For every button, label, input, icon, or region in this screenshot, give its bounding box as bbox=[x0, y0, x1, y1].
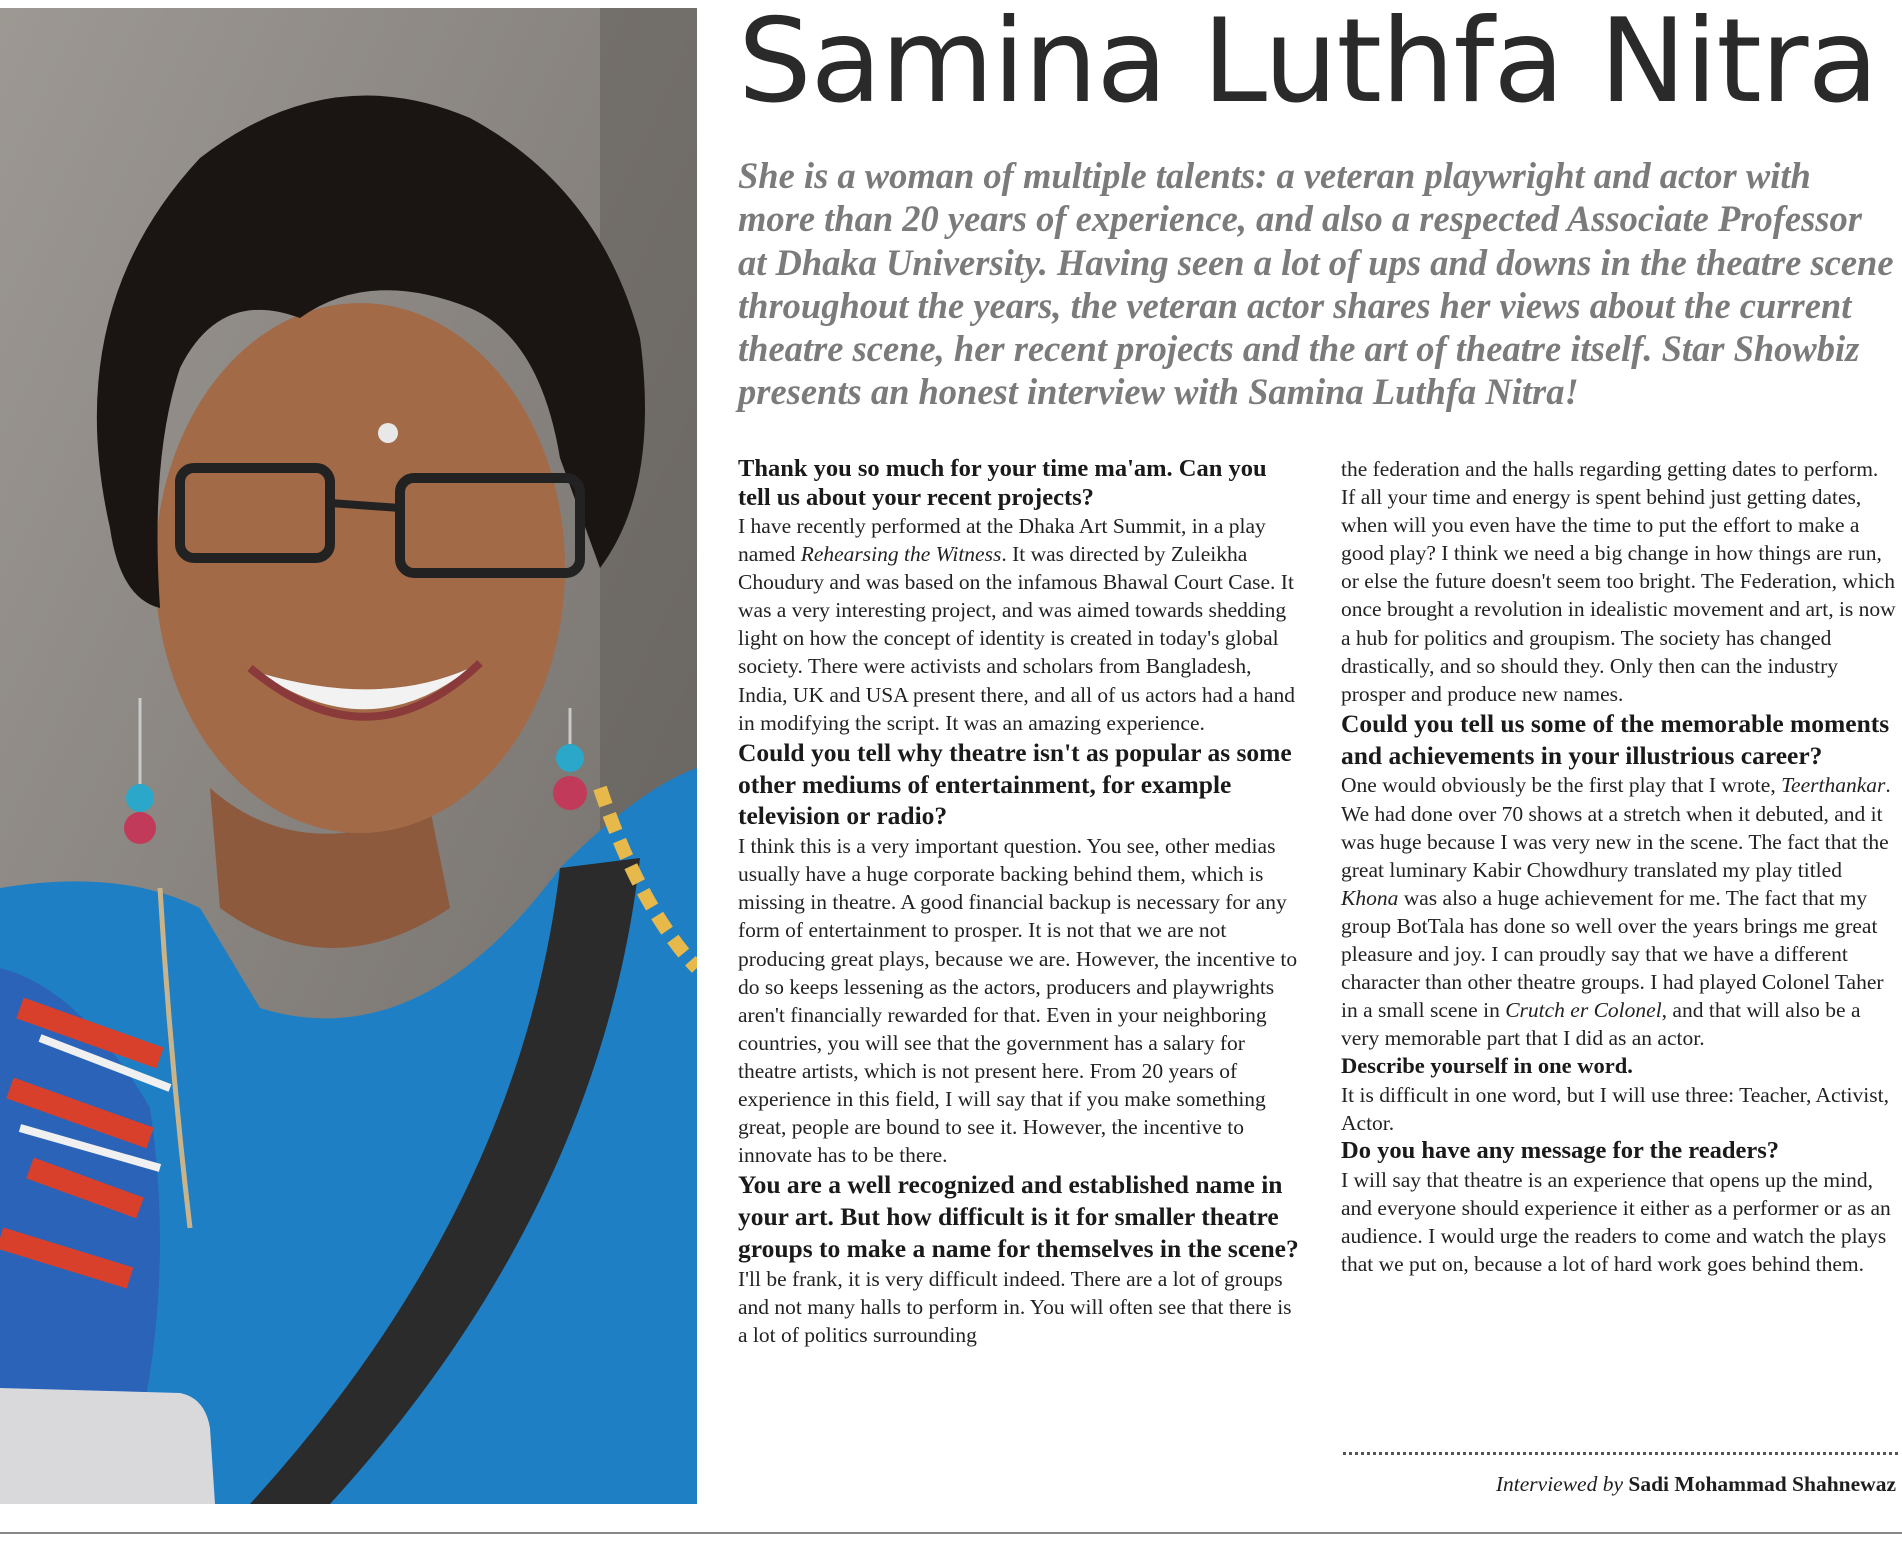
answer-4 bbox=[1341, 771, 1897, 1052]
answer-2: I think this is a very important question. You see, other medias usually have a huge corporate backing behind them, which is missing in theatre. A good financial backup is necessary for any form of entertainment to prosper. It is not that we are not producing great plays, because we are. However, the incentive to do so keeps lessening as the actors, producers and playwrights aren't financially rewarded for that. Even in your neighboring countries, you will see that the government has a salary for theatre artists, which is not present here. From 20 years of experience in this field, I will say that if you make something great, people are bound to see it. However, the incentive to innovate has to be there. bbox=[738, 834, 1298, 1168]
question-1: Thank you so much for your time ma'am. Can you tell us about your recent projects? bbox=[738, 455, 1267, 511]
answer-1 bbox=[738, 512, 1300, 737]
play-title-khona: Khona bbox=[1341, 885, 1399, 910]
answer-1-text-b: . It was directed by Zuleikha Choudury and was based on the infamous Bhawal Court Case. It was a very interesting project, and was aimed towards shedding light on how the concept of identity is created in today's global society. There were activists and scholars from Bangladesh, India, UK and USA present there, and all of us actors had a hand in modifying the script. It was an amazing experience. bbox=[738, 542, 1296, 735]
answer-4-text-d: , and that will also be a very memorable part that I did as an actor. bbox=[1341, 998, 1861, 1051]
answer-5: It is difficult in one word, but I will use three: Teacher, Activist, Actor. bbox=[1341, 1082, 1889, 1135]
answer-3: I'll be frank, it is very difficult indeed. There are a lot of groups and not many halls to perform in. You will often see that there is a lot of politics surrounding bbox=[738, 1266, 1292, 1347]
answer-1-text-a: I have recently performed at the Dhaka Art Summit, in a play named bbox=[738, 514, 1266, 567]
dotted-divider bbox=[1343, 1452, 1898, 1455]
question-6: Do you have any message for the readers? bbox=[1341, 1137, 1780, 1165]
article-column-2 bbox=[1341, 455, 1897, 1278]
portrait-photo-icon bbox=[0, 8, 697, 1504]
question-4: Could you tell us some of the memorable moments and achievements in your illustrious career? bbox=[1341, 708, 1890, 770]
intro-paragraph: She is a woman of multiple talents: a veteran playwright and actor with more than 20 years of experience, and also a respected Associate Professor at Dhaka University. Having seen a lot of ups and downs in the theatre scene throughout the years, the veteran actor shares her views about the current theatre scene, her recent projects and the art of theatre itself. Star Showbiz presents an honest interview with Samina Luthfa Nitra! bbox=[738, 155, 1894, 413]
article-column-1 bbox=[738, 454, 1300, 1349]
byline-name: Sadi Mohammad Shahnewaz bbox=[1628, 1472, 1896, 1496]
answer-4-text-b: . We had done over 70 shows at a stretch when it debuted, and it was huge because I was very new in the scene. The fact that the great luminary Kabir Chowdhury translated my play titled bbox=[1341, 773, 1891, 882]
bottom-divider bbox=[0, 1532, 1902, 1534]
byline bbox=[1496, 1472, 1896, 1497]
answer-6: I will say that theatre is an experience that opens up the mind, and everyone should experience it either as a performer or as an audience. I would urge the readers to come and watch the plays that we put on, because a lot of hard work goes behind them. bbox=[1341, 1167, 1891, 1276]
question-5: Describe yourself in one word. bbox=[1341, 1053, 1633, 1079]
portrait-photo bbox=[0, 8, 697, 1504]
answer-4-text-a: One would obviously be the first play that I wrote, bbox=[1341, 773, 1782, 798]
answer-3-continued: the federation and the halls regarding getting dates to perform. If all your time and energy is spent behind just getting dates, when will you even have the time to put the effort to make a good play? I think we need a big change in how things are run, or else the future doesn't seem too bright. The Federation, which once brought a revolution in idealistic movement and art, is now a hub for politics and groupism. The society has changed drastically, and so should they. Only then can the industry prosper and produce new names. bbox=[1341, 457, 1896, 706]
play-title-rehearsing: Rehearsing the Witness bbox=[800, 542, 1002, 567]
answer-4-text-c: was also a huge achievement for me. The fact that my group BotTala has done so well over the years brings me great pleasure and joy. I can proudly say that we have a different character than other theatre groups. I had played Colonel Taher in a small scene in bbox=[1341, 885, 1884, 1023]
play-title-teerthankar: Teerthankar bbox=[1781, 773, 1886, 798]
page-title: Samina Luthfa Nitra bbox=[738, 0, 1878, 129]
question-3: You are a well recognized and established name in your art. But how difficult is it for smaller theatre groups to make a name for themselves in the scene? bbox=[738, 1170, 1299, 1263]
question-2: Could you tell why theatre isn't as popular as some other mediums of entertainment, for example television or radio? bbox=[738, 737, 1292, 831]
byline-label: Interviewed by bbox=[1495, 1472, 1624, 1496]
play-title-crutch: Crutch er Colonel bbox=[1505, 998, 1662, 1023]
